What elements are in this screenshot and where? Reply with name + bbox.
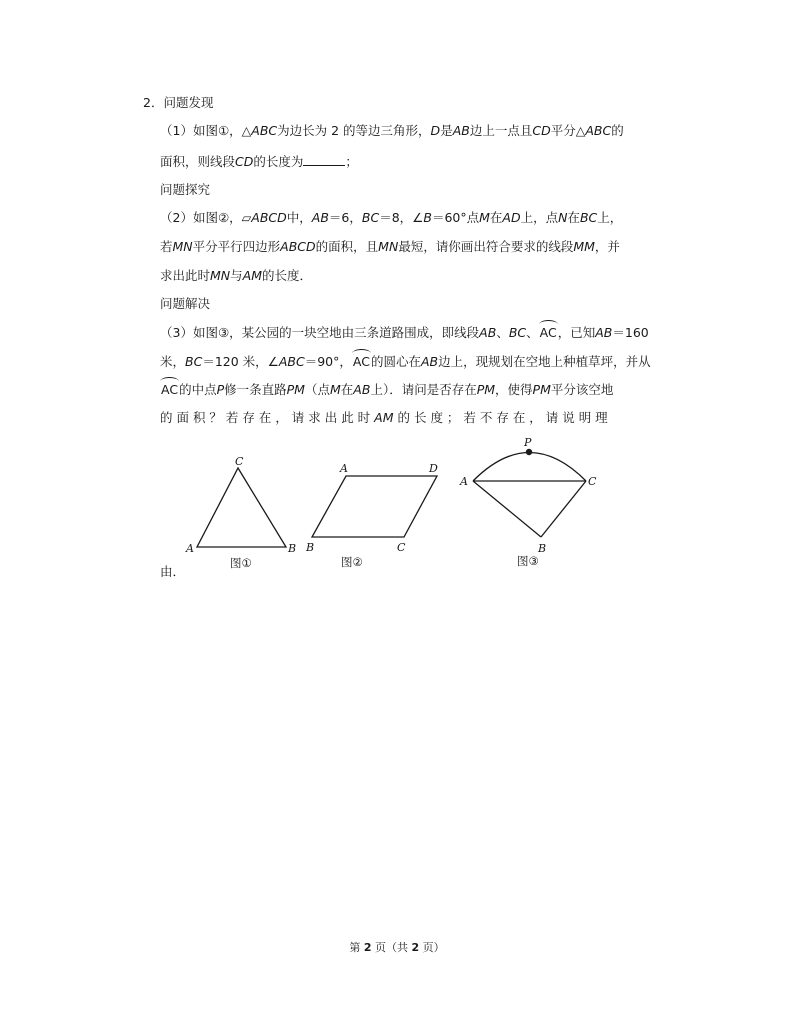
heading-exploration: 问题探究 — [160, 182, 211, 197]
label-a: A — [340, 462, 348, 475]
figure-caption: 图① — [230, 556, 252, 570]
label-d: D — [429, 462, 438, 475]
label-b: B — [538, 542, 547, 555]
page-number: 2 — [363, 941, 372, 954]
label-a: A — [460, 475, 468, 488]
problem-header — [143, 94, 213, 112]
triangle-abc — [197, 468, 286, 547]
part2-line2: 若MN平分平行四边形ABCD的面积，且MN最短，请你画出符合要求的线段MM，并 — [160, 239, 620, 254]
point-p — [526, 449, 532, 455]
part3-line4: 的 面 积 ？ 若 存 在 ， 请 求 出 此 时 AM 的 长 度 ； 若 不 存 在 ， 请 说 明 理 — [160, 410, 608, 425]
arc-ac — [473, 453, 586, 482]
label-b: B — [306, 541, 315, 554]
segment-ab — [473, 481, 541, 537]
label-p: P — [524, 436, 532, 449]
part1-line2: 面积，则线段CD的长度为 ； — [160, 154, 358, 169]
figure-3-region — [455, 433, 615, 573]
heading-discovery: 问题发现 — [163, 95, 214, 110]
segment-bc — [541, 481, 586, 537]
label-c: C — [235, 455, 244, 468]
label-a: A — [186, 542, 194, 555]
figure-caption: 图③ — [517, 554, 539, 568]
part2-line1: （2）如图②，▱ABCD中，AB＝6，BC＝8，∠B＝60°点M在AD上，点N在BC上， — [160, 210, 623, 225]
page-total: 2 — [411, 941, 420, 954]
parallelogram-abcd — [312, 476, 437, 537]
part3-line2: 米，BC＝120 米，∠ABC＝90°，AC的圆心在AB边上，现规划在空地上种植草坪，并从 — [160, 354, 651, 369]
page-footer: 第 2 页（共 2 页） — [349, 941, 445, 954]
problem-number: 2． — [143, 95, 164, 110]
part3-line3: AC的中点P修一条直路PM（点M在AB上）．请问是否存在PM，使得PM平分该空地 — [161, 382, 614, 397]
part3-line5: 由． — [160, 564, 186, 579]
figure-1-triangle — [180, 452, 300, 577]
figure-caption: 图② — [341, 555, 363, 569]
arc-ac-symbol: AC — [161, 382, 179, 397]
part2-line3: 求出此时MN与AM的长度． — [160, 268, 313, 283]
part3-line1: （3）如图③，某公园的一块空地由三条道路围成，即线段AB、BC、AC，已知AB＝160 — [160, 325, 649, 340]
answer-blank — [303, 153, 345, 166]
label-c: C — [588, 475, 597, 488]
label-b: B — [288, 542, 297, 555]
heading-solution: 问题解决 — [160, 296, 211, 311]
arc-ac-symbol: AC — [352, 354, 370, 369]
part1-line1: （1）如图①，△ABC为边长为 2 的等边三角形，D是AB边上一点且CD平分△ABC的 — [160, 123, 624, 138]
figure-2-parallelogram — [300, 455, 450, 575]
arc-ac-symbol: AC — [539, 325, 557, 340]
label-c: C — [397, 541, 406, 554]
